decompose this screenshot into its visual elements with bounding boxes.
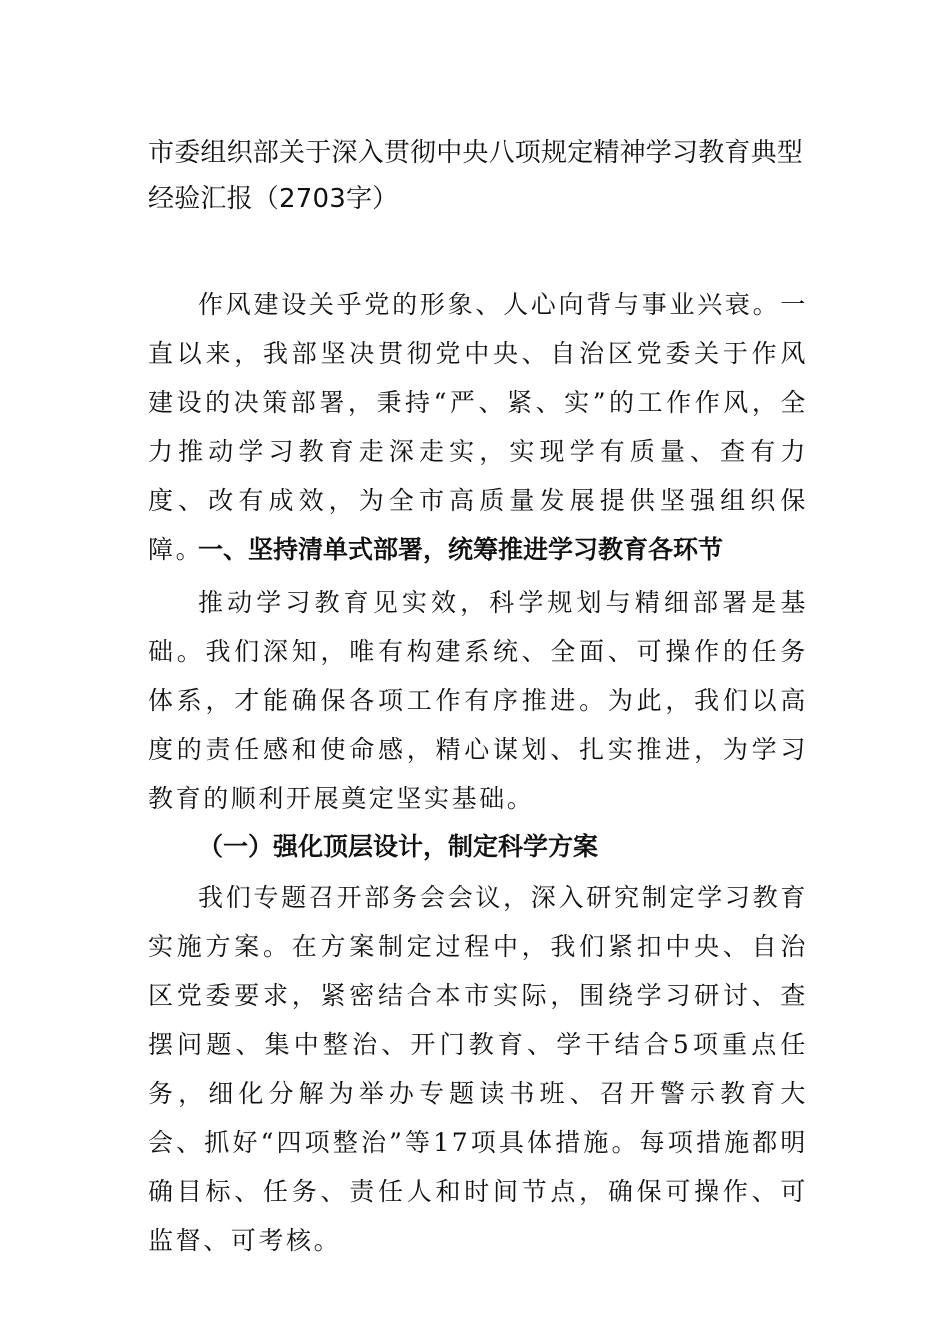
subsection-1-paragraph: 我们专题召开部务会会议，深入研究制定学习教育实施方案。在方案制定过程中，我们紧扣中央、自治区党委要求，紧密结合本市实际，围绕学习研讨、查摆问题、集中整治、开门教育、学干结合5项重点任务，细化分解为举办专题读书班、召开警示教育大会、抓好“四项整治”等17项具体措施。每项措施都明确目标、任务、责任人和时间节点，确保可操作、可监督、可考核。 (148, 883, 808, 1255)
intro-paragraph: 作风建设关乎党的形象、人心向背与事业兴衰。一直以来，我部坚决贯彻党中央、自治区党委关于作风建设的决策部署，秉持“严、紧、实”的工作作风，全力推动学习教育走深走实，实现学有质量、查有力度、改有成效，为全市高质量发展提供坚强组织保障。 (148, 290, 808, 564)
section-1-paragraph: 推动学习教育见实效，科学规划与精细部署是基础。我们深知，唯有构建系统、全面、可操作的任务体系，才能确保各项工作有序推进。为此，我们以高度的责任感和使命感，精心谋划、扎实推进，为学习教育的顺利开展奠定坚实基础。 (148, 588, 808, 813)
subsection-heading-1: （一）强化顶层设计，制定科学方案 (198, 832, 599, 861)
document-title: 市委组织部关于深入贯彻中央八项规定精神学习教育典型经验汇报（2703字） (148, 138, 804, 214)
section-heading-1: 一、坚持清单式部署，统筹推进学习教育各环节 (198, 535, 724, 564)
